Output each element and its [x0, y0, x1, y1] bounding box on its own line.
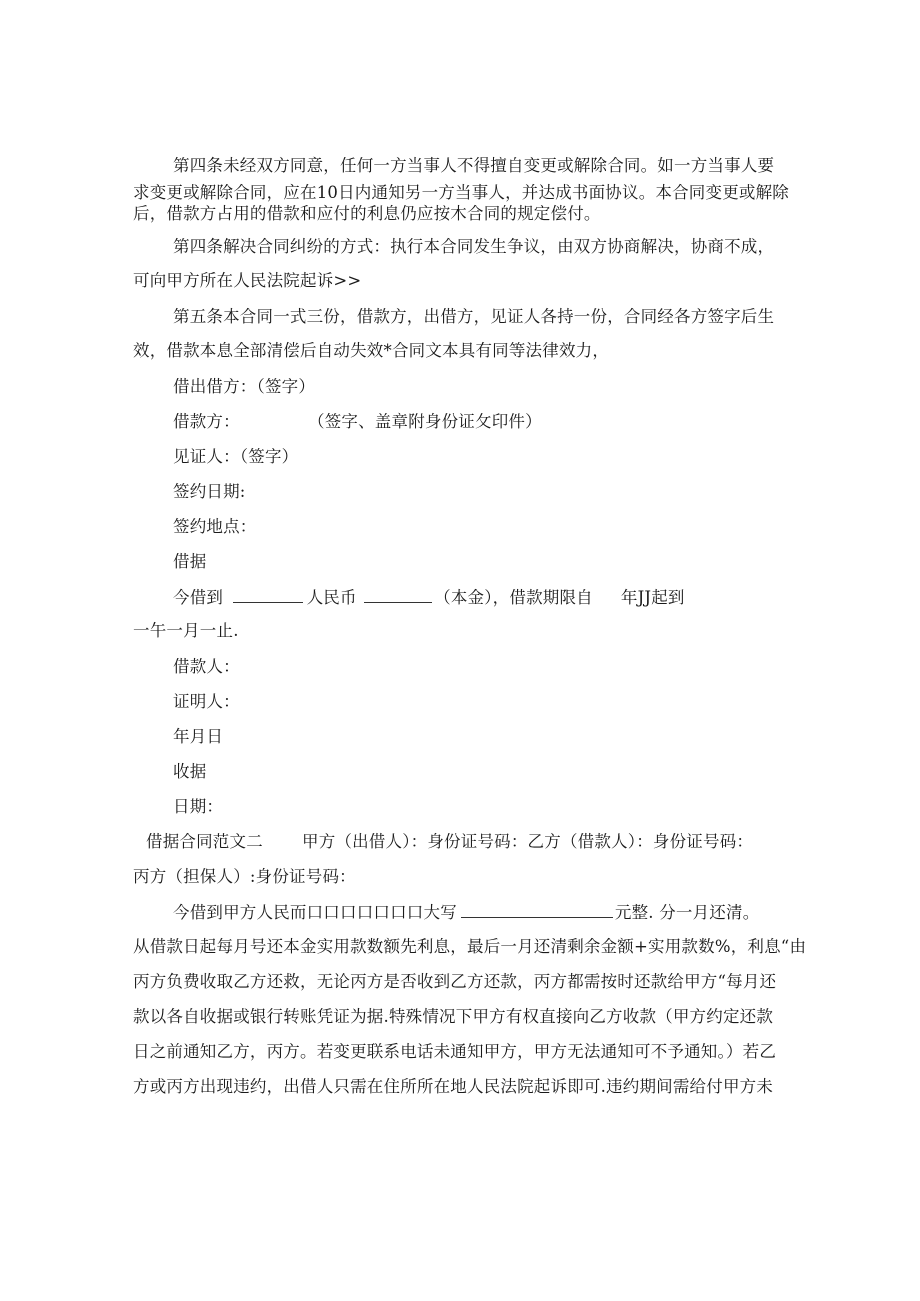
principal-amount-blank — [364, 586, 432, 603]
article4-change-line-3: 后，借款方占用的借款和应付的利息仍应按木合同的规定偿付。 — [133, 204, 601, 223]
iou-borrower: 借款人： — [173, 657, 240, 676]
iou-text-borrowed: 今借到 — [173, 588, 224, 607]
borrower-signature-note: （签字、盖章附身份证攵印件） — [308, 412, 542, 431]
article4-dispute-line-2: 可向甲方所在人民法院起诉>> — [133, 271, 362, 290]
iou-text-rmb: 人民币 — [306, 588, 357, 607]
receipt-date: 日期： — [173, 797, 224, 816]
iou-certifier: 证明人： — [173, 692, 240, 711]
lender-signature: 借出借方：（签字） — [173, 377, 316, 396]
article4-change-line-1: 第四条未经双方同意，任何一方当事人不得擅自变更或解除合同。如一方当事人要 — [173, 156, 775, 175]
signing-date: 签约日期: — [173, 482, 246, 501]
sample2-body-line-2: 丙方负费收取乙方还救，无论丙方是否收到乙方还款，丙方都需按时还款给甲方“每月还 — [133, 972, 777, 991]
article4-change-line-2: 求变更或解除合同，应在10日内通知另一方当事人，并达成书面协议。本合同变更或解除 — [133, 183, 789, 202]
amount-in-words-blank — [461, 901, 613, 918]
article5-line-2: 效，借款本息全部清偿后自动失效*合同文本具有同等法律效力， — [133, 341, 610, 360]
receipt-title: 收据 — [173, 762, 207, 781]
sample2-header: 借据合同范文二 — [146, 832, 263, 851]
sample2-amount-line — [173, 901, 759, 924]
sample2-amount-suffix: 元整. 分一月还清。 — [614, 903, 760, 922]
article5-line-1: 第五条本合同一式三份，借款方，出借方，见证人各持一份，合同经各方签字后生 — [173, 307, 775, 326]
iou-line-2: 一午一月一止. — [133, 621, 239, 640]
sample2-party-a-b: 甲方（出借人）：身份证号码：乙方（借款人）：身份证号码： — [302, 832, 754, 851]
sample2-amount-text: 今借到甲方人民而口口口口口口口大写 — [173, 903, 457, 922]
sample2-party-c: 丙方（担保人）:身份证号码： — [133, 867, 356, 886]
borrower-signature-label: 借款方： — [173, 412, 240, 431]
sample2-body-line-5: 方或丙方出现违约，出借人只需在住所所在地人民法院起诉即可.违约期间需给付甲方未 — [133, 1077, 774, 1096]
lender-name-blank — [233, 586, 303, 603]
witness-signature: 见证人：（签字） — [173, 447, 299, 466]
sample2-body-line-4: 日之前通知乙方，丙方。若变更联系电话未通知甲方，甲方无法通知可不予通知。）若乙 — [133, 1042, 777, 1061]
article4-dispute-line-1: 第四条解决合同纠纷的方式：执行本合同发生争议，由双方协商解决，协商不成， — [173, 237, 775, 256]
iou-text-from: 年JJ起到 — [620, 588, 685, 607]
signing-place: 签约地点： — [173, 517, 257, 536]
sample2-body-line-1: 从借款日起每月号还本金实用款数额先利息，最后一月还清剩余金额+实用款数%，利息“由 — [133, 937, 807, 956]
iou-date-ymd: 年月日 — [173, 727, 224, 746]
iou-text-term: （本金），借款期限自 — [434, 588, 593, 607]
iou-line-1 — [173, 586, 685, 609]
sample2-body-line-3: 款以各自收据或银行转账凭证为据.特殊情况下甲方有权直接向乙方收款（甲方约定还款 — [133, 1007, 774, 1026]
iou-title: 借据 — [173, 552, 207, 571]
